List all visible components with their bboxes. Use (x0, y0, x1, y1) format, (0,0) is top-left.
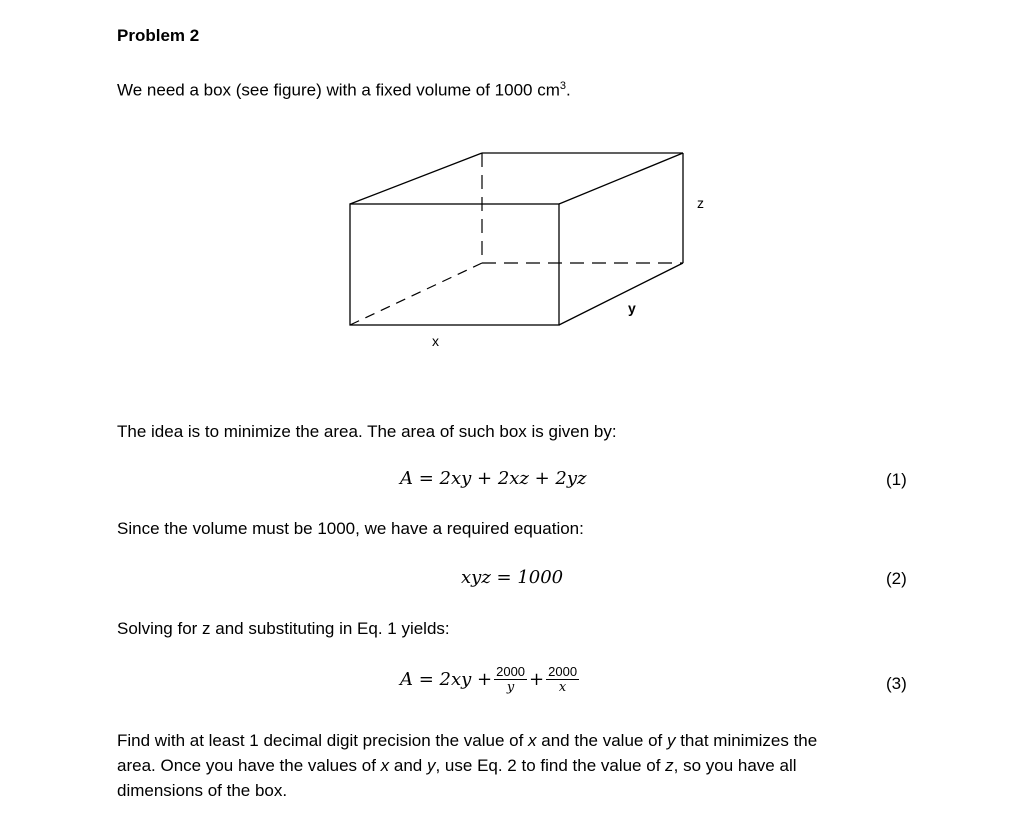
fraction-1-numerator: 2000 (496, 664, 526, 679)
volume-paragraph: Since the volume must be 1000, we have a required equation: (117, 519, 584, 538)
intro-superscript: 3 (559, 80, 566, 92)
final-text: and (389, 756, 427, 775)
var-y: y (426, 756, 436, 775)
fraction-1-denominator: y (506, 680, 515, 695)
final-text: area. Once you have the values of (117, 756, 381, 775)
final-paragraph-line-1 (117, 729, 817, 753)
box-bottom-right-edge (559, 263, 683, 325)
solving-paragraph: Solving for z and substituting in Eq. 1 yields: (117, 619, 450, 638)
equation-2-number: (2) (886, 569, 907, 588)
equation-1: A = 2xy + 2xz + 2yz (400, 468, 587, 489)
equation-1-number: (1) (886, 470, 907, 489)
fraction-2-numerator: 2000 (548, 664, 578, 679)
var-z: z (665, 756, 674, 775)
final-text: Find with at least 1 decimal digit precision the value of (117, 731, 529, 750)
equation-3-fraction-1 (494, 664, 527, 695)
intro-paragraph (117, 74, 571, 103)
final-paragraph-line-3: dimensions of the box. (117, 781, 288, 800)
var-x: x (380, 756, 390, 775)
figure-label-z: z (697, 195, 704, 211)
equation-2: xyz = 1000 (461, 567, 564, 588)
figure-label-x: x (432, 333, 439, 349)
box-front-face (350, 204, 559, 325)
final-text: and the value of (536, 731, 667, 750)
figure-label-y: y (628, 300, 636, 316)
fraction-2-denominator: x (558, 680, 567, 695)
box-top-right-edge (559, 153, 683, 204)
equation-3-fraction-2 (546, 664, 579, 695)
box-figure (340, 145, 690, 335)
var-y: y (666, 731, 676, 750)
final-paragraph-line-2 (117, 754, 797, 778)
box-hidden-left-bottom-edge (350, 263, 482, 325)
problem-title: Problem 2 (117, 26, 200, 45)
final-text: that minimizes the (675, 731, 818, 750)
equation-3 (400, 664, 581, 695)
equation-3-plus: + (529, 669, 545, 690)
final-text: , so you have all (673, 756, 797, 775)
var-x: x (528, 731, 537, 750)
final-text: , use Eq. 2 to find the value of (435, 756, 666, 775)
equation-3-lhs: A = 2xy + (400, 669, 493, 690)
area-paragraph: The idea is to minimize the area. The area of such box is given by: (117, 422, 617, 441)
box-top-left-edge (350, 153, 482, 204)
intro-text: We need a box (see figure) with a fixed volume of 1000 cm (117, 80, 560, 100)
equation-3-number: (3) (886, 674, 907, 693)
intro-end: . (566, 80, 571, 100)
